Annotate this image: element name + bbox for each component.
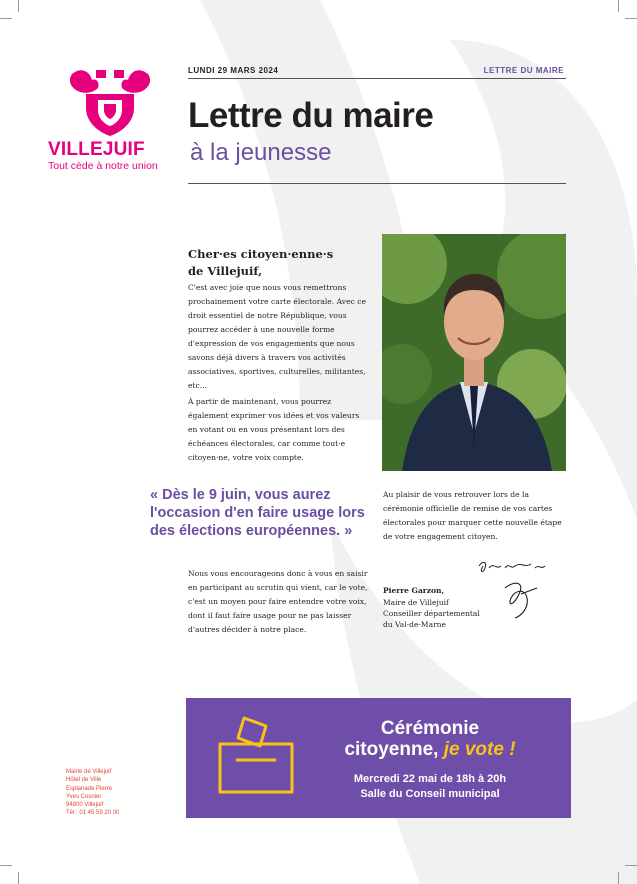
issue-date: LUNDI 29 MARS 2024 bbox=[188, 66, 279, 75]
letter-paragraph: Au plaisir de vous retrouver lors de la cérémonie officielle de remise de vos cartes électorales pour marquer cette nouvelle étape de votre engagement citoyen. bbox=[383, 490, 562, 541]
signer-role bbox=[383, 597, 513, 630]
banner-title bbox=[310, 718, 550, 760]
villejuif-logo[interactable] bbox=[48, 64, 178, 172]
mayor-portrait-photo bbox=[382, 234, 566, 471]
event-place: Salle du Conseil municipal bbox=[360, 788, 500, 800]
pull-quote: « Dès le 9 juin, vous aurez l'occasion d'en faire usage lors des élections européennes. » bbox=[150, 487, 365, 539]
crop-mark bbox=[0, 18, 12, 19]
address-line: 94800 Villejuif bbox=[66, 802, 104, 809]
crop-mark bbox=[625, 865, 637, 866]
address-line: Hôtel de Ville bbox=[66, 777, 102, 784]
banner-title-word: citoyenne, bbox=[344, 739, 439, 760]
crop-mark bbox=[618, 872, 619, 884]
greeting-line: Cher·es citoyen·enne·s bbox=[188, 247, 334, 261]
ballot-box-icon bbox=[214, 712, 298, 796]
divider bbox=[188, 183, 566, 184]
banner-title-accent: je vote ! bbox=[443, 739, 516, 760]
letter-paragraph: À partir de maintenant, vous pourrez également exprimer vos idées et vos valeurs en votant ou en vous présentant lors des échéances électorales, car comme tout·e citoyen·ne, votre voix compte. bbox=[188, 397, 360, 462]
banner-event-info bbox=[310, 772, 550, 802]
crop-mark bbox=[618, 0, 619, 12]
section-label: LETTRE DU MAIRE bbox=[483, 66, 564, 75]
ceremony-banner[interactable] bbox=[186, 698, 571, 818]
banner-title-line bbox=[310, 739, 550, 760]
banner-title-line: Cérémonie bbox=[380, 718, 480, 739]
letter-paragraph: Nous vous encourageons donc à vous en saisir en participant au scrutin qui vient, car le vote, c'est un moyen pour faire entendre votre voix, dont il faut faire usage pour ne pas laisser d'autres décider à notre place. bbox=[188, 569, 368, 634]
event-date: Mercredi 22 mai de 18h à 20h bbox=[353, 773, 507, 785]
town-hall-address bbox=[66, 768, 166, 818]
logo-name: VILLEJUIF bbox=[48, 139, 145, 160]
signer-name: Pierre Garzon, bbox=[383, 586, 445, 595]
crop-mark bbox=[625, 18, 637, 19]
address-line: Esplanade Pierre bbox=[66, 785, 113, 792]
crop-mark bbox=[18, 872, 19, 884]
greeting-line: de Villejuif, bbox=[188, 264, 263, 278]
page-subtitle: à la jeunesse bbox=[190, 139, 332, 166]
logo-tagline: Tout cède à notre union bbox=[48, 160, 158, 172]
letter-paragraph: C'est avec joie que nous vous remettrons prochainement votre carte électorale. Avec ce droit essentiel de notre République, vous pourrez accéder à une nouvelle forme d'expression de vos engagements que nous savons déjà divers à travers vos activités associatives, sportives, culturelles, militantes, etc... bbox=[188, 283, 366, 390]
divider bbox=[188, 78, 566, 79]
signer-role-line: du Val-de-Marne bbox=[383, 620, 446, 629]
coat-of-arms-icon bbox=[62, 64, 158, 138]
page-title: Lettre du maire bbox=[188, 96, 434, 135]
address-line: Mairie de Villejuif bbox=[66, 769, 112, 775]
crop-mark bbox=[0, 865, 12, 866]
address-line: Tél : 01 45 59 20 00 bbox=[66, 810, 120, 817]
signer-role-line: Conseiller départemental bbox=[383, 609, 480, 618]
letter-greeting bbox=[188, 246, 368, 280]
signer-role-line: Maire de Villejuif bbox=[383, 598, 449, 607]
crop-mark bbox=[18, 0, 19, 12]
address-line: Yves Cosnier bbox=[66, 793, 102, 800]
